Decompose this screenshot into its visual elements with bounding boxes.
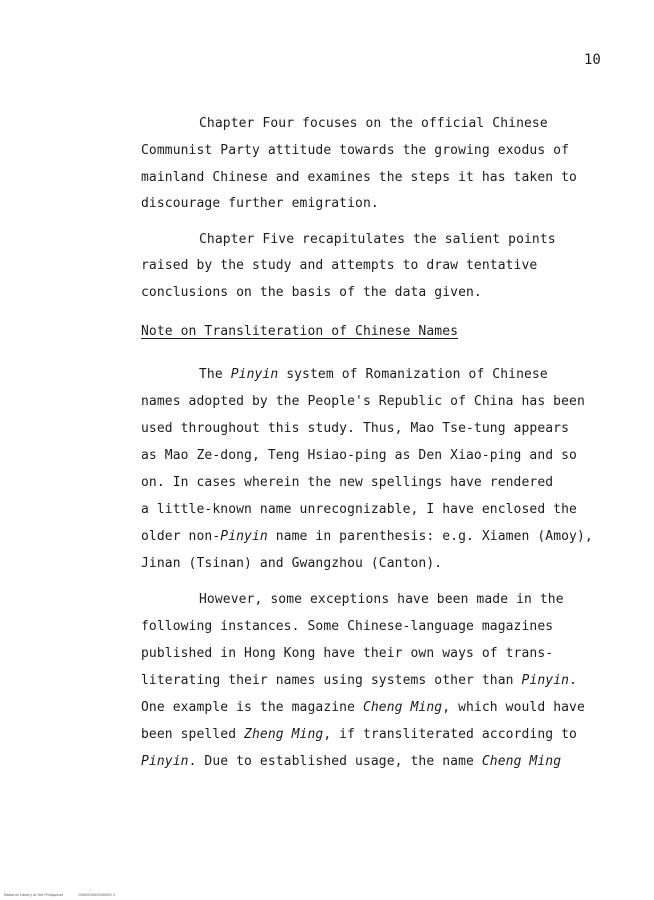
paragraph-line: used throughout this study. Thus, Mao Tse-tung appears [141,421,570,436]
paragraph-line: Jinan (Tsinan) and Gwangzhou (Canton). [141,556,443,571]
italic-term: Pinyin [521,673,570,688]
italic-term: Pinyin [220,529,268,544]
paragraph-line: names adopted by the People's Republic of China has been [141,394,585,409]
paragraph-line: The Pinyin system of Romanization of Chinese [199,367,548,382]
paragraph-line: conclusions on the basis of the data given. [141,285,482,300]
paragraph-line: raised by the study and attempts to draw tentative [141,258,538,273]
paragraph-line: been spelled Zheng Ming, if transliterated according to [141,727,577,742]
page-number: 10 [584,52,601,68]
paragraph-line: older non-Pinyin name in parenthesis: e.g. Xiamen (Amoy), [141,529,593,544]
italic-term: Cheng Ming [481,754,562,769]
paragraph-line: following instances. Some Chinese-language magazines [141,619,554,634]
paragraph-line: Chapter Five recapitulates the salient points [199,232,556,247]
footer-library: National Library of the Philippines [4,893,64,897]
paragraph-line: Chapter Four focuses on the official Chinese [199,116,548,131]
footer-stamp [4,893,129,897]
footer-code: 000000000000000 ll [78,893,115,897]
italic-term: Zheng Ming [244,727,324,742]
italic-term: Pinyin [230,367,279,382]
paragraph-line: One example is the magazine Cheng Ming, which would have [141,700,585,715]
paragraph-line: on. In cases wherein the new spellings have rendered [141,475,554,490]
paragraph-line: However, some exceptions have been made in the [199,592,564,607]
paragraph-line: published in Hong Kong have their own ways of trans- [141,646,554,661]
italic-term: Cheng Ming [362,700,443,715]
italic-term: Pinyin [141,754,189,769]
paragraph-line: discourage further emigration. [141,196,379,211]
paragraph-line: literating their names using systems other than Pinyin. [141,673,577,688]
paragraph-line: mainland Chinese and examines the steps it has taken to [141,170,577,185]
section-heading: Note on Transliteration of Chinese Names [141,324,459,339]
paragraph-line: as Mao Ze-dong, Teng Hsiao-ping as Den Xiao-ping and so [141,448,577,463]
paragraph-line: Pinyin. Due to established usage, the name Cheng Ming [141,754,562,769]
paragraph-line: a little-known name unrecognizable, I have enclosed the [141,502,577,517]
paragraph-line: Communist Party attitude towards the growing exodus of [141,143,570,158]
